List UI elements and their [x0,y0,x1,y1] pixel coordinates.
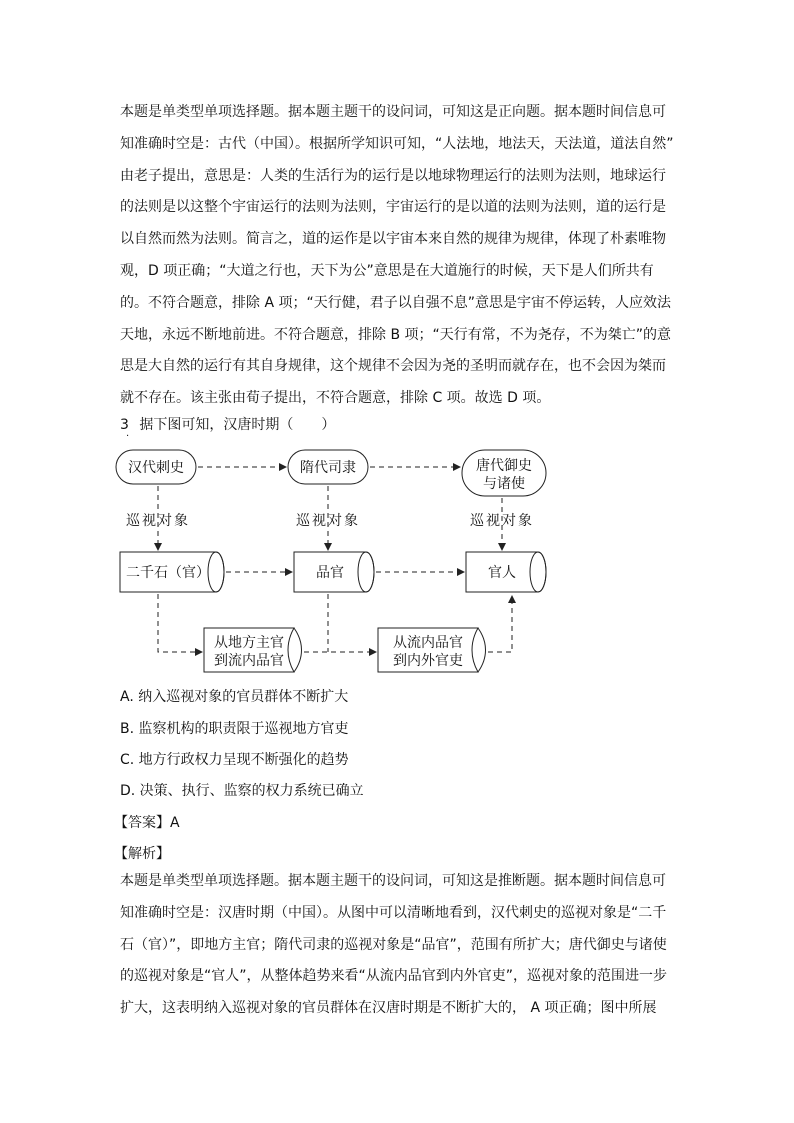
edge-label: 巡视对象 [296,513,360,529]
top-node-label: 隋代司隶 [300,460,356,476]
option-a: A. 纳入巡视对象的官员群体不断扩大 [120,689,349,705]
text-line: 石（官）”，即地方主官；隋代司隶的巡视对象是“品官”，范围有所扩大；唐代御史与诸使 [120,936,667,953]
option-d: D. 决策、执行、监察的权力系统已确立 [120,783,364,799]
flow-diagram [108,444,568,684]
question-stem [120,414,335,434]
text-line: 天地，永远不断地前进。不符合题意，排除 B 项；“天行有常，不为尧存，不为桀亡”的意 [120,326,672,343]
top-node-label: 唐代御史 [476,458,532,474]
middle-node-label: 品官 [316,565,344,581]
text-line: 由老子提出，意思是：人类的生活行为的运行是以地球物理运行的法则为法则，地球运行 [120,167,666,184]
text-line: 思是大自然的运行有其自身规律，这个规律不会因为尧的圣明而就存在，也不会因为桀而 [120,358,666,375]
bottom-node-label: 从地方主官 [214,635,284,651]
text-line: 就不存在。该主张由荀子提出，不符合题意，排除 C 项。故选 D 项。 [120,390,551,407]
answer: 【答案】A [114,815,180,831]
analysis-body [120,866,680,1025]
text-line: 知准确时空是：古代（中国）。根据所学知识可知，“人法地，地法天，天法道，道法自然” [120,135,674,152]
text-line: 本题是单类型单项选择题。据本题主题干的设问词，可知这是推断题。据本题时间信息可 [120,873,666,889]
text-line: 以自然而然为法则。简言之，道的运作是以宇宙本来自然的规律为规律，体现了朴素唯物 [120,231,666,248]
previous-explanation [120,97,680,415]
bottom-node-label: 到流内品官 [214,653,284,669]
analysis-heading: 【解析】 [114,846,170,862]
text-line: 的巡视对象是“官人”，从整体趋势来看“从流内品官到内外官吏”，巡视对象的范围进一步 [120,968,668,985]
bottom-node-label: 到内外官吏 [393,653,463,669]
option-c: C. 地方行政权力呈现不断强化的趋势 [120,752,349,768]
text-line: 扩大，这表明纳入巡视对象的官员群体在汉唐时期是不断扩大的， A 项正确；图中所展 [120,1000,657,1017]
middle-node-label: 官人 [488,565,516,581]
text-line: 的法则是以这整个宇宙运行的法则为法则，宇宙运行的是以道的法则为法则，道的运行是 [120,199,666,216]
edge-label: 巡视对象 [470,513,534,529]
top-node-label: 汉代刺史 [128,460,184,476]
question-number: 3 [120,417,129,433]
edge-label: 巡视对象 [126,513,190,529]
dot-mark: · [126,431,130,442]
text-line: 观，D 项正确；“大道之行也，天下为公”意思是在大道施行的时候，天下是人们所共有 [120,262,654,279]
text-line: 的。不符合题意，排除 A 项；“天行健，君子以自强不息”意思是宇宙不停运转，人应效法 [120,294,671,311]
text-line: 知准确时空是：汉唐时期（中国）。从图中可以清晰地看到，汉代刺史的巡视对象是“二千 [120,904,667,921]
bottom-node-label: 从流内品官 [393,635,463,651]
top-node-label-line2: 与诸使 [483,476,525,492]
option-b: B. 监察机构的职责限于巡视地方官吏 [120,721,349,737]
question-text: 据下图可知，汉唐时期（ ） [139,417,336,433]
middle-node-label: 二千石（官） [126,565,210,581]
text-line: 本题是单类型单项选择题。据本题主题干的设问词，可知这是正向题。据本题时间信息可 [120,104,666,120]
